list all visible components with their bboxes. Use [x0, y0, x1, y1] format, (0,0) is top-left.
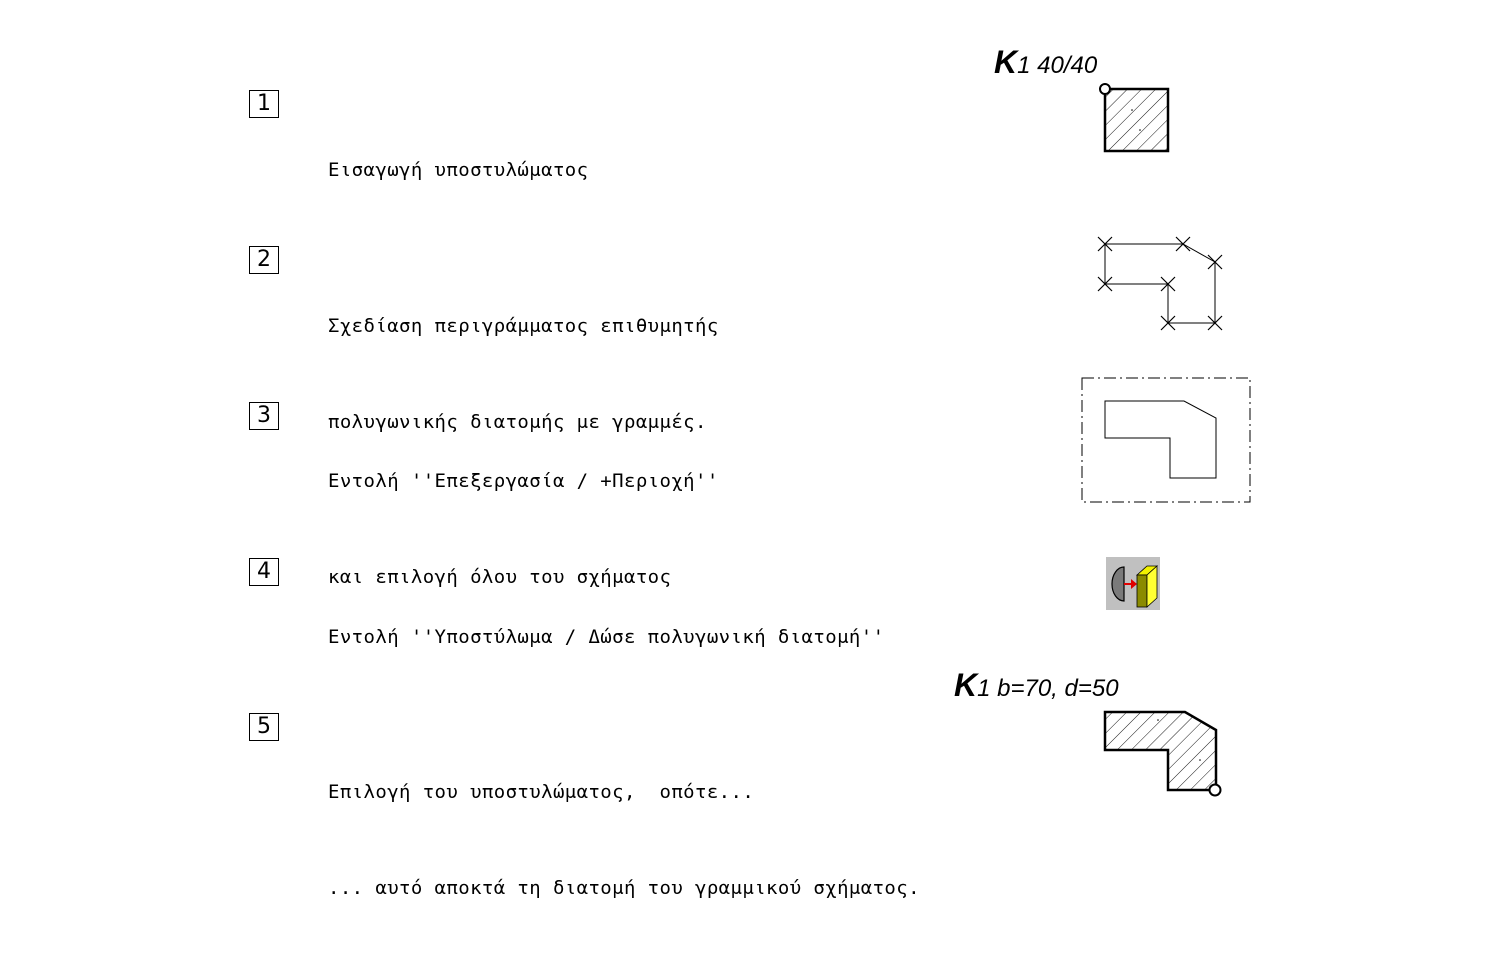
- step-number: 4: [249, 558, 279, 586]
- step-number: 1: [249, 90, 279, 118]
- step-number: 3: [249, 402, 279, 430]
- step-line: Σχεδίαση περιγράμματος επιθυμητής: [328, 315, 719, 337]
- polygonal-section-command-icon: [1106, 557, 1160, 610]
- step-number: 2: [249, 246, 279, 274]
- column-label-text: 1 40/40: [1017, 52, 1098, 79]
- step-line: Εντολή ''Υποστύλωμα / Δώσε πολυγωνική διατομή'': [328, 626, 885, 648]
- step-line: και επιλογή όλου του σχήματος: [328, 566, 672, 588]
- column-label-letter: K: [994, 44, 1018, 80]
- polygonal-column-icon: [1105, 712, 1221, 796]
- polyline-outline-icon: [1098, 237, 1222, 330]
- selection-window-icon: [1082, 378, 1250, 502]
- column-label-text: 1 b=70, d=50: [977, 675, 1119, 702]
- step-line: ... αυτό αποκτά τη διατομή του γραμμικού σχήματος.: [328, 877, 920, 899]
- step-number: 5: [249, 713, 279, 741]
- column-label-letter: K: [954, 667, 978, 703]
- step-line: Επιλογή του υποστυλώματος, οπότε...: [328, 781, 755, 803]
- step-line: Εισαγωγή υποστυλώματος: [328, 159, 589, 181]
- step-line: πολυγωνικής διατομής με γραμμές.: [328, 411, 707, 433]
- step-line: Εντολή ''Επεξεργασία / +Περιοχή'': [328, 470, 719, 492]
- square-column-icon: [1100, 84, 1168, 151]
